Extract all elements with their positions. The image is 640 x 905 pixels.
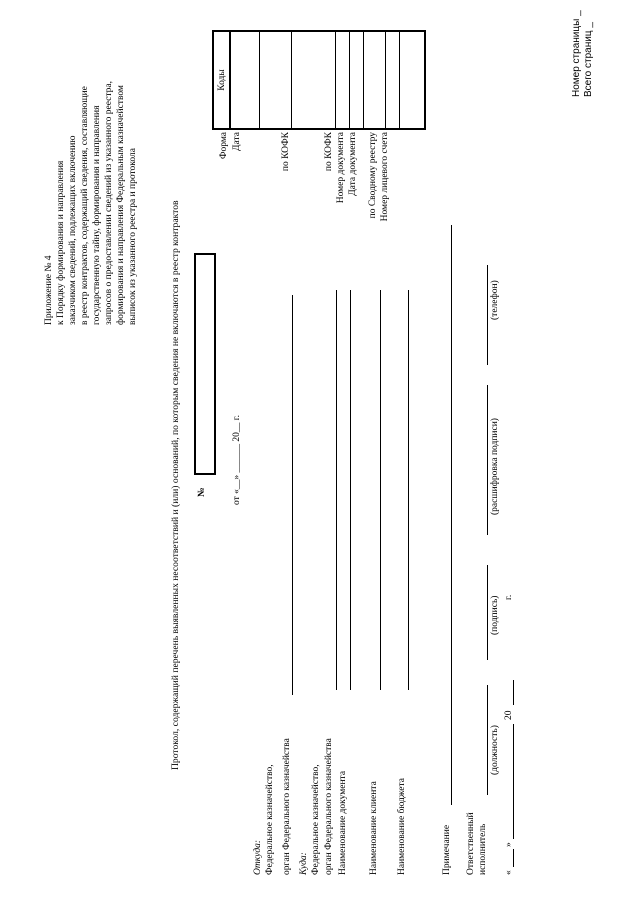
code-label-form: Форма <box>219 132 229 160</box>
to-line2: орган Федерального казначейства <box>324 738 334 875</box>
codes-table <box>212 30 426 130</box>
code-label-account: Номер лицевого счета <box>380 132 390 222</box>
code-cell-doc-date[interactable] <box>363 31 385 129</box>
annex-line: запросов о предоставлении сведений из указанного реестра, <box>104 81 114 325</box>
annex-line: к Порядку формирования и направления <box>56 160 66 325</box>
note-input-line[interactable] <box>451 225 452 805</box>
client-label: Наименование клиента <box>369 781 379 875</box>
sign-month-line[interactable] <box>513 724 514 839</box>
annex-line: государственную тайну, формирования и направления <box>92 105 102 325</box>
doc-name-input-line[interactable] <box>350 290 351 690</box>
decoding-input-line[interactable] <box>487 385 488 535</box>
sign-date-close-quote: » <box>504 842 514 847</box>
sign-year-line[interactable] <box>513 680 514 705</box>
code-cell-date[interactable] <box>259 31 291 129</box>
client-input-line[interactable] <box>380 290 381 690</box>
from-label: Откуда: <box>253 839 263 875</box>
code-cell-svod[interactable] <box>385 31 399 129</box>
code-label-kofk: по КОФК <box>324 132 334 172</box>
annex-line: выписок из указанного реестра и протокола <box>128 148 138 325</box>
date-line: от «__» ______ 20__ г. <box>232 415 242 505</box>
code-cell-kofk2[interactable] <box>335 31 349 129</box>
code-cell-doc-number[interactable] <box>349 31 363 129</box>
sign-year-suffix: г. <box>504 594 514 600</box>
signature-caption: (подпись) <box>490 595 500 635</box>
code-label-doc-number: Номер документа <box>336 132 346 204</box>
phone-input-line[interactable] <box>487 265 488 365</box>
code-label-doc-date: Дата документа <box>348 132 358 196</box>
note-label: Примечание <box>442 824 452 875</box>
page-number: Номер страницы _ <box>571 10 582 97</box>
from-line2: орган Федерального казначейства <box>282 738 292 875</box>
code-cell-form[interactable] <box>230 31 259 129</box>
code-label-date: Дата <box>232 132 242 151</box>
number-label: № <box>197 487 207 497</box>
codes-header: Коды <box>213 31 230 129</box>
from-line1: Федеральное казначейство, <box>265 764 275 875</box>
code-cell-kofk1[interactable] <box>291 31 335 129</box>
total-pages: Всего страниц _ <box>583 22 594 97</box>
document-title: Протокол, содержащий перечень выявленных несоответствий и (или) оснований, по которым сведения не включаются в реестр контрактов <box>170 200 181 770</box>
signature-input-line[interactable] <box>487 565 488 660</box>
sign-date-open-quote: « <box>504 870 514 875</box>
budget-label: Наименование бюджета <box>397 778 407 875</box>
signer-role-line1: Ответственный <box>466 812 476 875</box>
code-cell-account[interactable] <box>399 31 425 129</box>
budget-input-line[interactable] <box>408 290 409 690</box>
annex-line: заказчиком сведений, подлежащих включению <box>68 135 78 325</box>
phone-caption: (телефон) <box>490 280 500 320</box>
decoding-caption: (расшифровка подписи) <box>490 418 500 515</box>
code-label-kofk: по КОФК <box>281 132 291 172</box>
annex-title: Приложение № 4 <box>44 255 54 325</box>
to-line1: Федеральное казначейство, <box>311 764 321 875</box>
signer-role-line2: исполнитель <box>478 823 488 875</box>
annex-line: формирования и направления Федеральным казначейством <box>116 85 126 325</box>
doc-name-label: Наименование документа <box>338 770 348 875</box>
sign-year-prefix: 20 <box>504 710 514 720</box>
position-caption: (должность) <box>490 725 500 775</box>
annex-line: в реестр контрактов, содержащий сведения, составляющие <box>80 86 90 325</box>
to-label: Куда: <box>299 852 309 875</box>
from-input-line[interactable] <box>292 295 293 695</box>
sign-day-line[interactable] <box>513 849 514 867</box>
to-input-line[interactable] <box>336 290 337 690</box>
position-input-line[interactable] <box>487 685 488 795</box>
number-box[interactable] <box>194 253 216 475</box>
code-label-svod: по Сводному реестру <box>368 132 378 219</box>
